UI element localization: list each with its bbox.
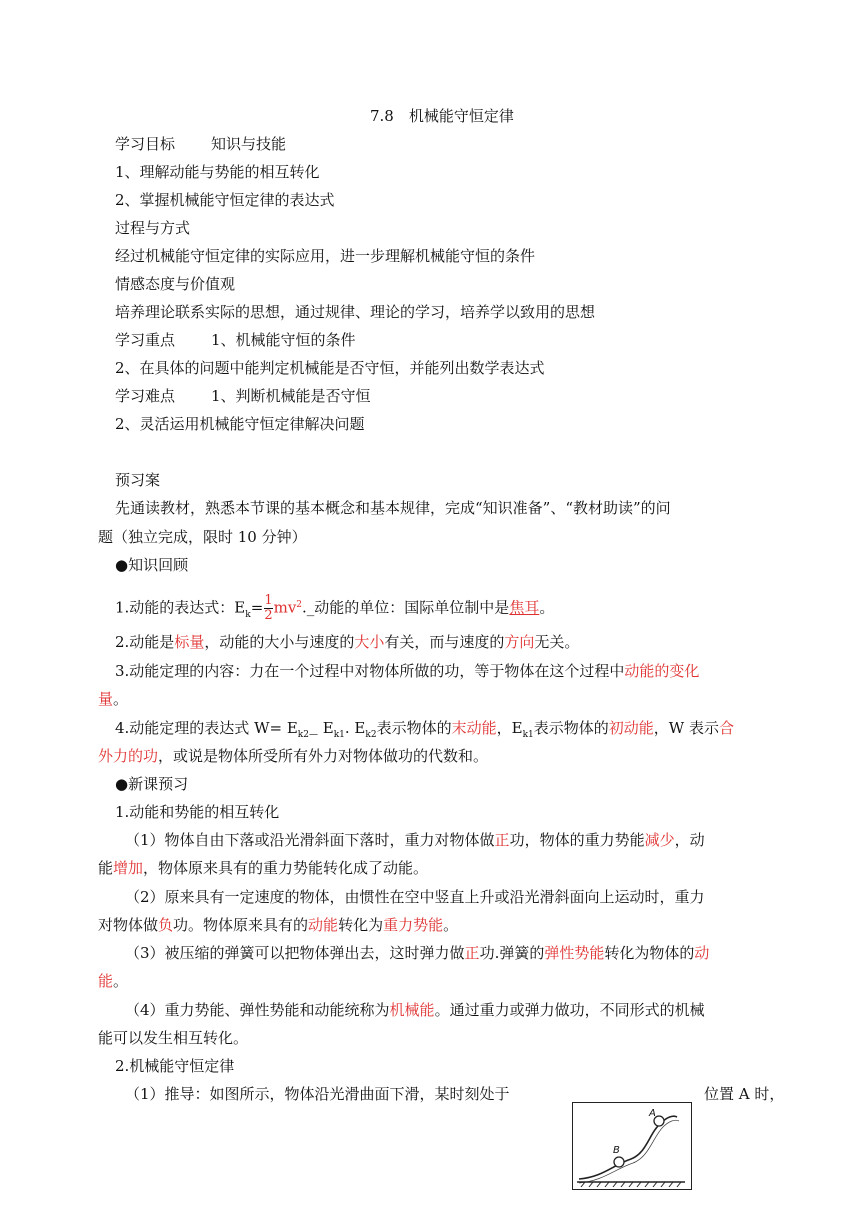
- answer: 焦耳: [509, 598, 540, 617]
- review-line-3: [115, 661, 699, 681]
- section-1-title: 1.动能和势能的相互转化: [115, 803, 280, 821]
- track-shading: [579, 1120, 679, 1183]
- ground-hatch: [581, 1182, 681, 1187]
- para-4: [125, 1000, 705, 1020]
- process-label: 过程与方式: [115, 219, 191, 237]
- emotion-label: 情感态度与价值观: [115, 275, 236, 293]
- para-1: [125, 830, 705, 850]
- goals-line: [115, 134, 286, 154]
- key-item-2: 2、在具体的问题中能判定机械能是否守恒，并能列出数学表达式: [115, 359, 545, 377]
- subscript: k: [245, 609, 251, 620]
- para-4-cont: 能可以发生相互转化。: [98, 1029, 249, 1047]
- para-5-end: 位置 A 时，: [704, 1085, 785, 1103]
- text: ，动: [674, 831, 705, 849]
- review-line-2: [115, 632, 579, 652]
- text: （4）重力势能、弹性势能和动能统称为: [125, 1001, 390, 1019]
- text: （1）物体自由下落或沿光滑斜面下落时，重力对物体做: [125, 831, 495, 849]
- denominator: 2: [264, 608, 273, 623]
- text: （3）被压缩的弹簧可以把物体弹出去，这时弹力做: [125, 944, 465, 962]
- answer: 机械能: [389, 1001, 435, 1019]
- preview-heading: 预习案: [115, 471, 161, 489]
- slope-diagram: [573, 1103, 691, 1189]
- key-label: 学习重点: [115, 331, 176, 349]
- section-2-title: 2.机械能守恒定律: [115, 1057, 235, 1075]
- label-a: A: [649, 1108, 656, 1119]
- answer: 负: [158, 916, 174, 934]
- difficulty-line: [115, 386, 371, 406]
- subscript: k1: [522, 730, 534, 740]
- answer: 动能: [308, 916, 339, 934]
- review-heading: ●知识回顾: [115, 556, 189, 574]
- review-line-4: [115, 718, 734, 741]
- answer: 重力势能: [383, 916, 444, 934]
- text: 。通过重力或弹力做功，不同形式的机械: [434, 1001, 705, 1019]
- text: ，动能的大小与速度的: [204, 633, 355, 651]
- text: E: [317, 719, 334, 737]
- emotion-text: 培养理论联系实际的思想，通过规律、理论的学习，培养学以致用的思想: [115, 303, 596, 321]
- key-line: [115, 330, 356, 350]
- text: ，E: [496, 719, 523, 737]
- curved-track: [579, 1116, 677, 1179]
- review-line-3-cont: [98, 689, 128, 709]
- text: 能: [98, 859, 114, 877]
- subscript: k1: [333, 730, 345, 740]
- goals-label: 学习目标: [115, 135, 176, 153]
- answer: 正: [464, 944, 480, 962]
- answer: 标量: [174, 633, 205, 651]
- text: 表示物体的: [376, 719, 452, 737]
- label-b: B: [613, 1145, 620, 1156]
- review-line-1: [115, 594, 554, 623]
- answer: 能: [98, 972, 114, 990]
- subscript: k2: [365, 730, 377, 740]
- answer: 减少: [644, 831, 675, 849]
- text: 。: [539, 598, 555, 617]
- text: 1.动能的表达式：E: [115, 598, 246, 617]
- answer: 合: [718, 719, 734, 737]
- text: 4.动能定理的表达式 W= E: [115, 719, 298, 737]
- para-2-cont: [98, 915, 458, 935]
- text: 转化为物体的: [604, 944, 695, 962]
- answer: 初动能: [608, 719, 654, 737]
- goal-item-2: 2、掌握机械能守恒定律的表达式: [115, 191, 335, 209]
- para-2: （2）原来具有一定速度的物体，由惯性在空中竖直上升或沿光滑斜面向上运动时，重力: [125, 888, 705, 906]
- text: 有关，而与速度的: [384, 633, 505, 651]
- answer: 弹性势能: [544, 944, 605, 962]
- text: 表示物体的: [533, 719, 609, 737]
- text: 转化为: [338, 916, 384, 934]
- slope-figure: [572, 1102, 692, 1190]
- text: 3.动能定理的内容：力在一个过程中对物体所做的功，等于物体在这个过程中: [115, 662, 625, 680]
- answer: 外力的功: [98, 747, 159, 765]
- para-5: （1）推导：如图所示，物体沿光滑曲面下滑，某时刻处于: [125, 1085, 510, 1103]
- subscript: k2—: [297, 730, 318, 740]
- text: . E: [344, 719, 366, 737]
- answer: 末动能: [451, 719, 497, 737]
- answer: 动: [694, 944, 710, 962]
- text: 2.动能是: [115, 633, 175, 651]
- answer: 动能的变化: [624, 662, 700, 680]
- text: 。: [113, 972, 129, 990]
- answer: 大小: [354, 633, 385, 651]
- review-line-4-cont: [98, 746, 488, 766]
- difficulty-label: 学习难点: [115, 387, 176, 405]
- answer: 方向: [504, 633, 535, 651]
- text: ，物体原来具有的重力势能转化成了动能。: [143, 859, 429, 877]
- preview-intro-1: 先通读教材，熟悉本节课的基本概念和基本规律，完成“知识准备”、“教材助读”的问: [115, 499, 671, 517]
- text: 。: [113, 690, 129, 708]
- para-1-cont: [98, 858, 428, 878]
- para-3: [125, 943, 709, 963]
- goals-sub: 知识与技能: [211, 135, 287, 153]
- key-item-1: 1、机械能守恒的条件: [211, 331, 356, 349]
- answer: 量: [98, 690, 114, 708]
- fraction: [264, 594, 272, 623]
- text: 对物体做: [98, 916, 159, 934]
- difficulty-item-1: 1、判断机械能是否守恒: [211, 387, 371, 405]
- answer: mv: [273, 598, 297, 617]
- para-3-cont: [98, 971, 128, 991]
- text: 。: [443, 916, 459, 934]
- text: ，W 表示: [653, 719, 719, 737]
- answer: 正: [494, 831, 510, 849]
- numerator: 1: [264, 593, 273, 608]
- difficulty-item-2: 2、灵活运用机械能守恒定律解决问题: [115, 415, 365, 433]
- text: ，或说是物体所受所有外力对物体做功的代数和。: [158, 747, 489, 765]
- text: 功，物体的重力势能: [509, 831, 645, 849]
- text: 无关。: [534, 633, 580, 651]
- text: 功。物体原来具有的: [173, 916, 309, 934]
- goal-item-1: 1、理解动能与势能的相互转化: [115, 163, 320, 181]
- preview-intro-2: 题（独立完成，限时 10 分钟）: [98, 528, 307, 546]
- text: ._动能的单位：国际单位制中是: [302, 598, 510, 617]
- process-text: 经过机械能守恒定律的实际应用，进一步理解机械能守恒的条件: [115, 247, 536, 265]
- ball-b: [614, 1157, 624, 1167]
- superscript: 2: [296, 599, 303, 610]
- text: 功.弹簧的: [479, 944, 545, 962]
- text: =: [250, 598, 264, 617]
- page-title: 7.8 机械能守恒定律: [370, 107, 514, 125]
- answer: 增加: [113, 859, 144, 877]
- newlesson-heading: ●新课预习: [115, 775, 189, 793]
